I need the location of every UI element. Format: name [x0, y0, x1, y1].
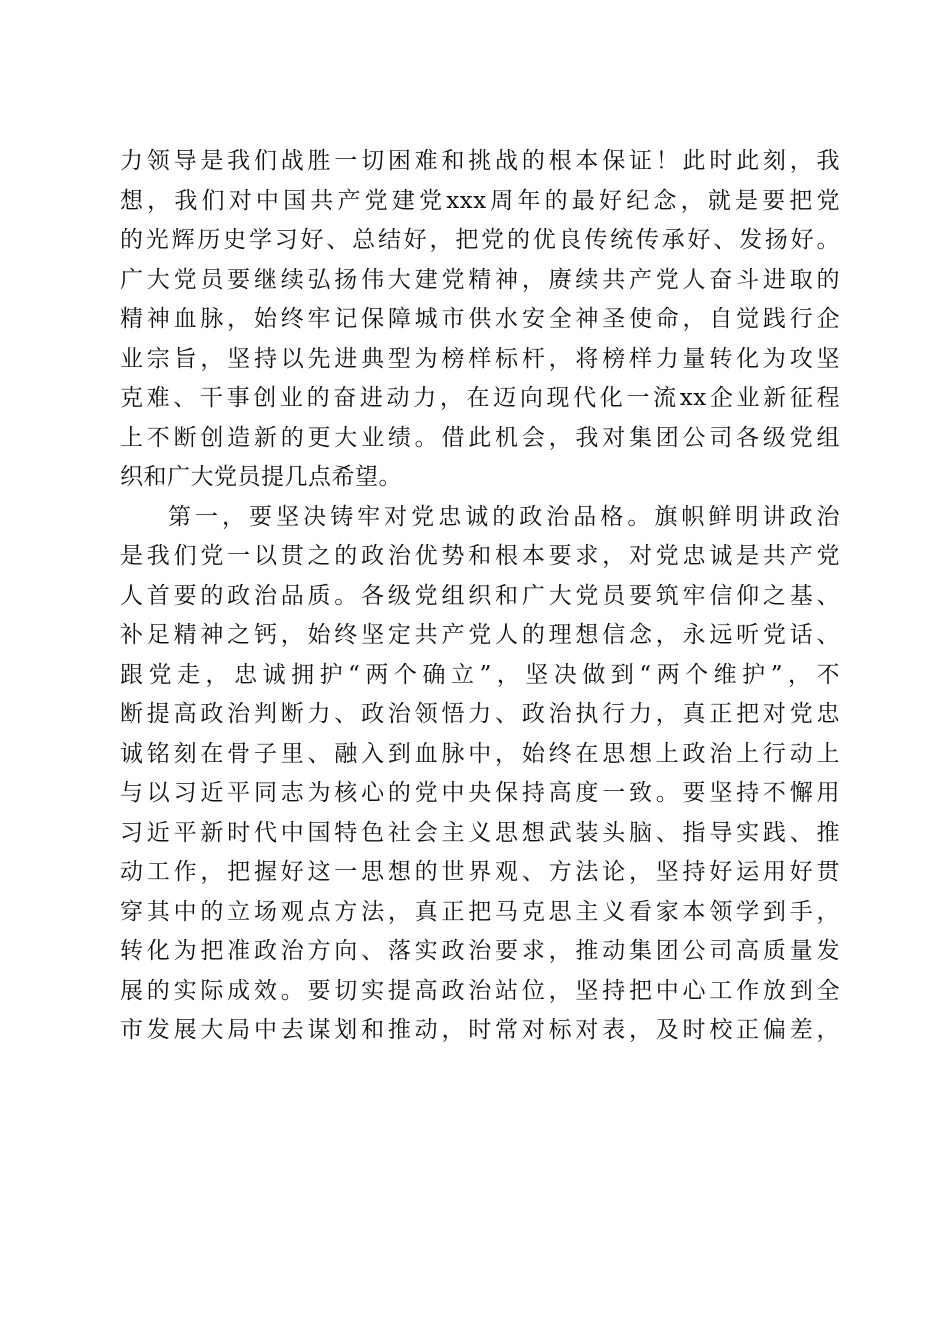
text-line: 是我们党一以贯之的政治优势和根本要求，对党忠诚是共产党 [120, 543, 840, 569]
body-text [120, 142, 840, 1051]
text-line: 克难、干事创业的奋进动力，在迈向现代化一流xx企业新征程 [120, 385, 840, 411]
text-line: 展的实际成效。要切实提高政治站位，坚持把中心工作放到全 [120, 977, 840, 1004]
text-line: 想，我们对中国共产党建党xxx周年的最好纪念，就是要把党 [120, 187, 840, 214]
text-line: 补足精神之钙，始终坚定共产党人的理想信念，永远听党话、 [120, 622, 840, 648]
text-line: 精神血脉，始终牢记保障城市供水安全神圣使命，自觉践行企 [120, 306, 840, 332]
text-line: 诚铭刻在骨子里、融入到血脉中，始终在思想上政治上行动上 [120, 740, 840, 767]
text-line: 断提高政治判断力、政治领悟力、政治执行力，真正把对党忠 [120, 701, 840, 727]
text-line: 广大党员要继续弘扬伟大建党精神，赓续共产党人奋斗进取的 [120, 266, 840, 293]
text-line: 习近平新时代中国特色社会主义思想武装头脑、指导实践、推 [120, 819, 840, 846]
text-line: 上不断创造新的更大业绩。借此机会，我对集团公司各级党组 [120, 424, 840, 451]
text-line: 穿其中的立场观点方法，真正把马克思主义看家本领学到手， [120, 898, 840, 925]
text-line: 业宗旨，坚持以先进典型为榜样标杆，将榜样力量转化为攻坚 [120, 345, 840, 372]
text-line: 的光辉历史学习好、总结好，把党的优良传统传承好、发扬好。 [120, 227, 840, 253]
section-heading-line: 第一，要坚决铸牢对党忠诚的政治品格。旗帜鲜明讲政治 [168, 503, 840, 530]
text-line: 人首要的政治品质。各级党组织和广大党员要筑牢信仰之基、 [120, 582, 840, 609]
text-line: 力领导是我们战胜一切困难和挑战的根本保证！此时此刻，我 [120, 148, 840, 174]
text-line: 转化为把准政治方向、落实政治要求，推动集团公司高质量发 [120, 938, 840, 964]
text-line: 市发展大局中去谋划和推动，时常对标对表，及时校正偏差， [120, 1017, 840, 1043]
text-line: 动工作，把握好这一思想的世界观、方法论，坚持好运用好贯 [120, 859, 840, 885]
text-line: 与以习近平同志为核心的党中央保持高度一致。要坚持不懈用 [120, 780, 840, 806]
text-line: 跟党走，忠诚拥护“两个确立”，坚决做到“两个维护”，不 [120, 661, 840, 688]
text-line: 织和广大党员提几点希望。 [120, 464, 402, 490]
